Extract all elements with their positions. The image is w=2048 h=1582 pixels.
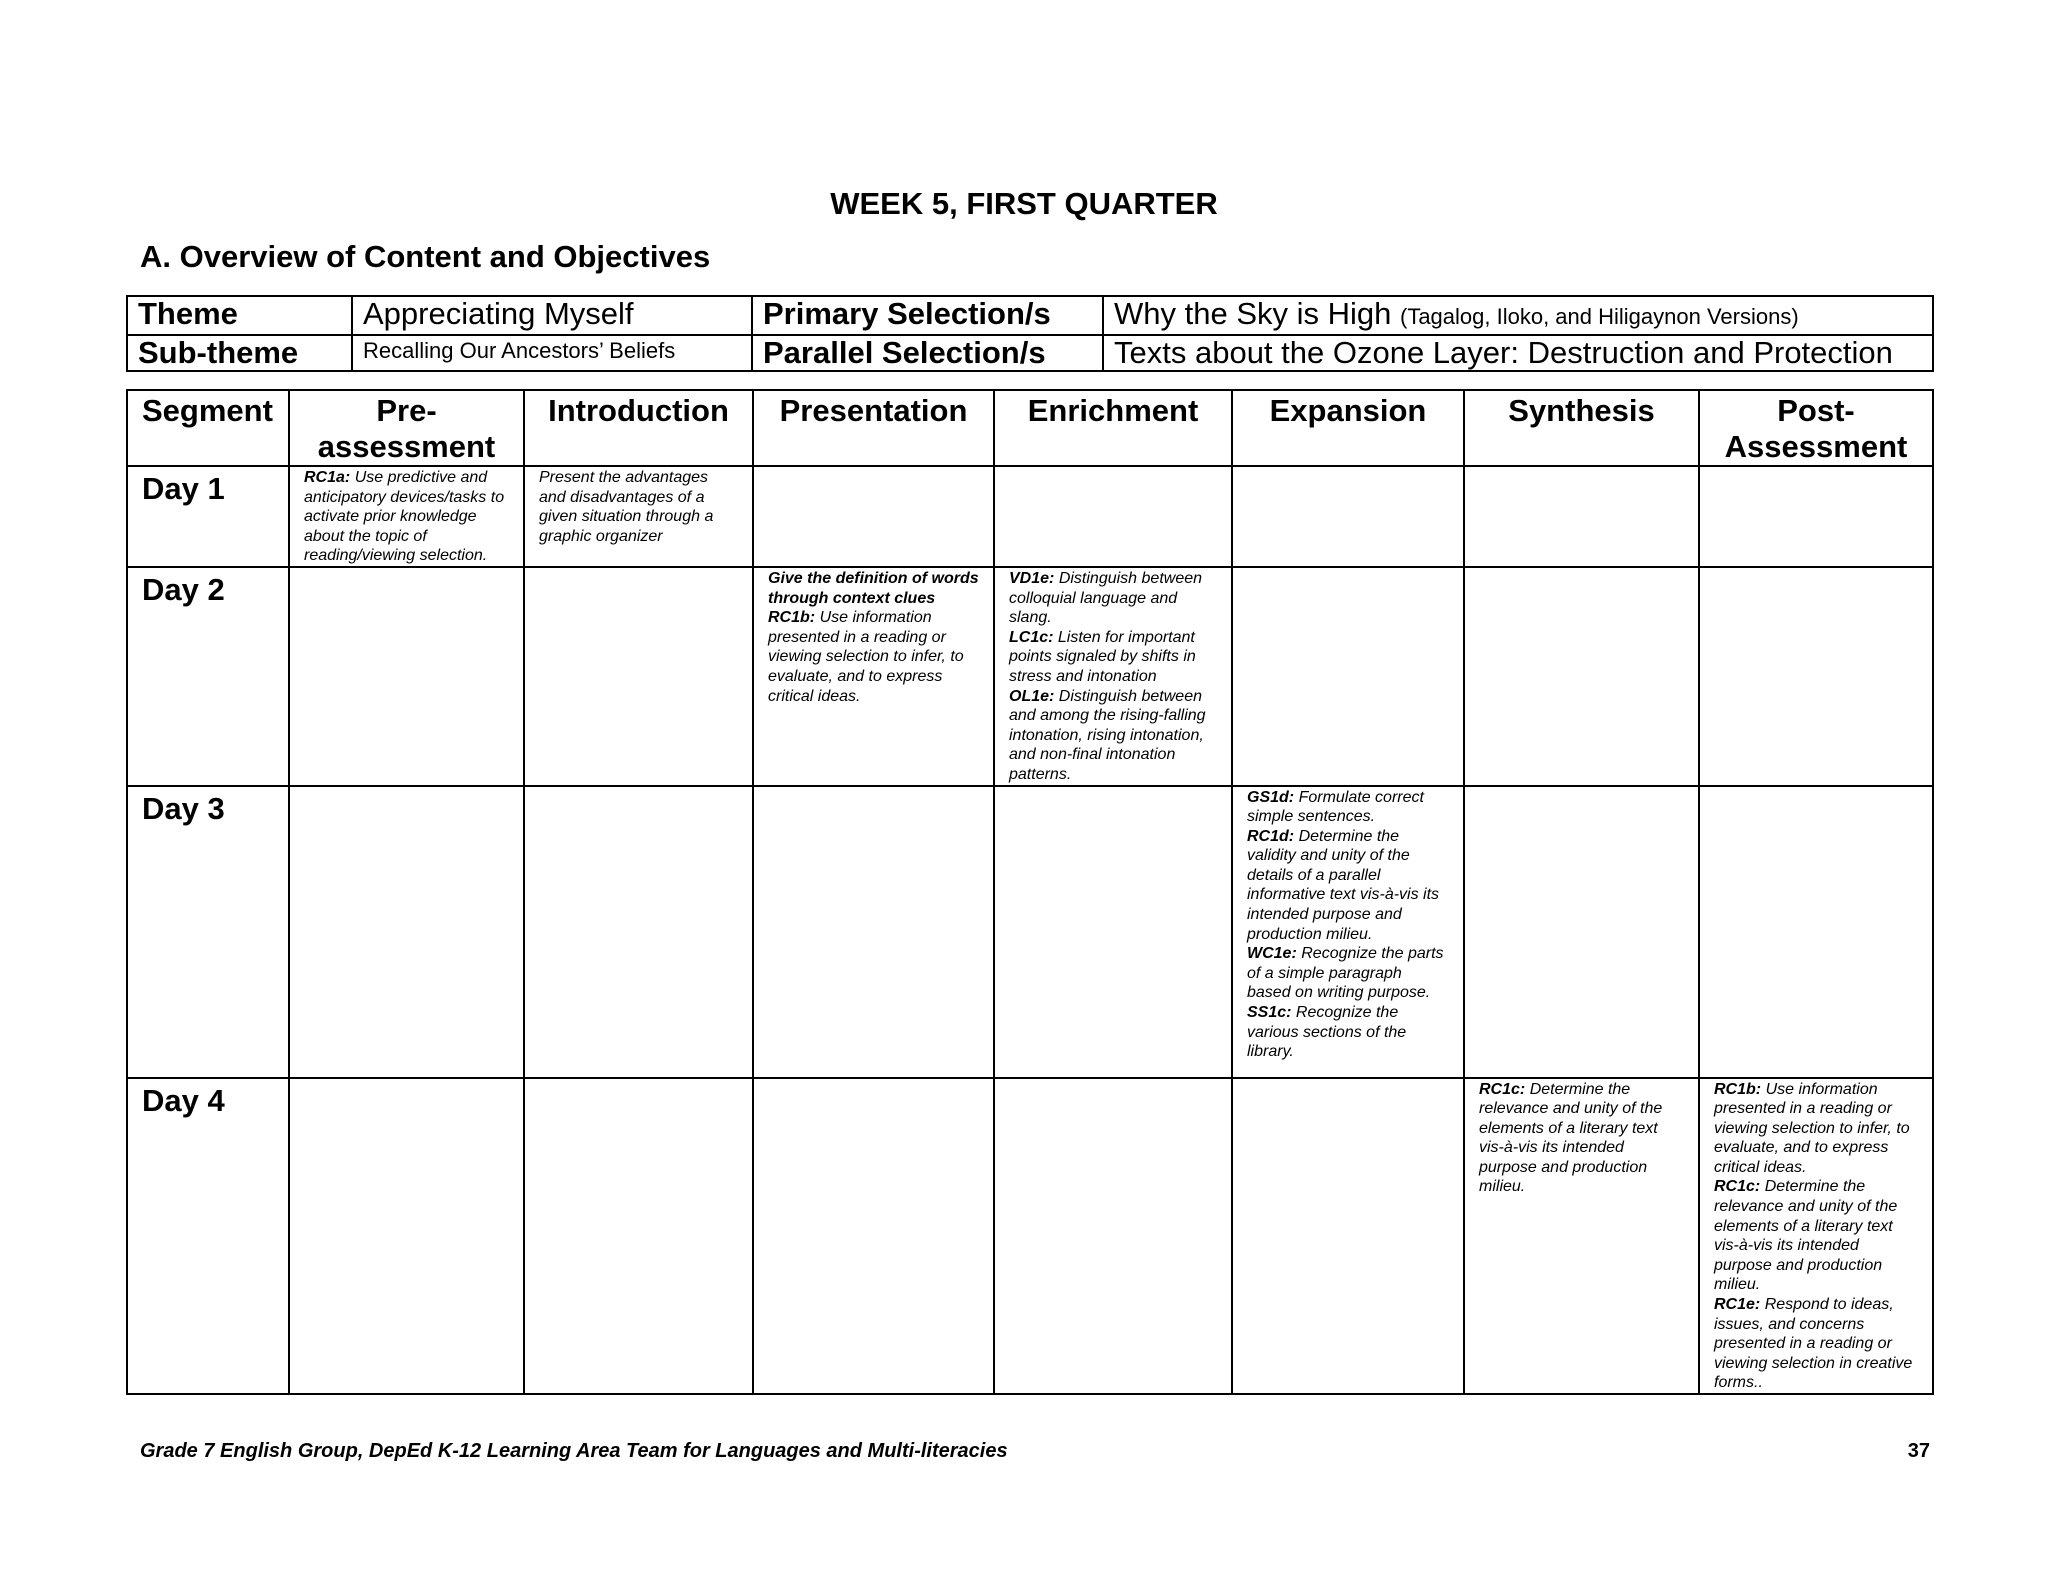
footer-text: Grade 7 English Group, DepEd K-12 Learning Area Team for Languages and Multi-literacies [140, 1440, 1008, 1462]
header-row [127, 390, 1933, 466]
objective-code: RC1c: [1714, 1178, 1761, 1196]
header-pre-assessment: Pre-assessment [289, 390, 524, 466]
day-2-enrichment [994, 567, 1232, 786]
primary-selection-label: Primary Selection/s [752, 296, 1103, 335]
page-number: 37 [1907, 1440, 1930, 1462]
day-3-expansion [1232, 786, 1464, 1078]
day-1-pre-assessment [289, 466, 524, 567]
day-2-post-assessment [1699, 567, 1933, 786]
day-3-row [127, 786, 1933, 1078]
objective-text: Recognize the various sections of the library. [1247, 1004, 1407, 1061]
objective-code: SS1c: [1247, 1004, 1292, 1022]
day-2-presentation [753, 567, 994, 786]
parallel-selection-value: Texts about the Ozone Layer: Destruction and Protection [1103, 335, 1933, 371]
objective-text: Use information presented in a reading or viewing selection to infer, to evaluate, and to express critical ideas. [1714, 1080, 1910, 1176]
header-synthesis: Synthesis [1464, 390, 1699, 466]
day-2-expansion [1232, 567, 1464, 786]
subtheme-row [127, 335, 1933, 371]
header-segment: Segment [127, 390, 289, 466]
theme-label: Theme [127, 296, 352, 335]
primary-selection-value: Why the Sky is High [1114, 296, 1392, 331]
objective-text: Distinguish between colloquial language and slang. [1009, 569, 1203, 627]
day-1-introduction [524, 466, 753, 567]
day-4-synthesis [1464, 1078, 1699, 1395]
day-4-row [127, 1078, 1933, 1395]
day-1-enrichment [994, 466, 1232, 567]
objective-code: VD1e: [1009, 569, 1055, 587]
primary-selection-note: (Tagalog, Iloko, and Hiligaynon Versions) [1400, 304, 1799, 329]
day-4-expansion [1232, 1078, 1464, 1395]
subtheme-label: Sub-theme [127, 335, 352, 371]
day-1-post-assessment [1699, 466, 1933, 567]
objective-code: RC1e: [1714, 1296, 1761, 1314]
objective-code: RC1c: [1479, 1080, 1526, 1098]
primary-selection-cell [1103, 296, 1933, 335]
subtheme-value: Recalling Our Ancestors’ Beliefs [352, 335, 752, 371]
objective-text: Listen for important points signaled by shifts in stress and intonation [1009, 628, 1196, 685]
objective-text: Respond to ideas, issues, and concerns presented in a reading or viewing selection in creative forms.. [1714, 1296, 1913, 1392]
objective-text: Determine the relevance and unity of the elements of a literary text vis-à-vis its intended purpose and production milieu. [1479, 1080, 1663, 1196]
objective-text: Use information presented in a reading or viewing selection to infer, to evaluate, and to express critical ideas. [768, 609, 964, 705]
objective-text: Give the definition of words through context clues [768, 569, 979, 607]
header-presentation: Presentation [753, 390, 994, 466]
day-1-label: Day 1 [127, 466, 289, 567]
day-4-introduction [524, 1078, 753, 1395]
objective-text: Formulate correct simple sentences. [1247, 788, 1424, 826]
day-3-introduction [524, 786, 753, 1078]
header-enrichment: Enrichment [994, 390, 1232, 466]
parallel-selection-label: Parallel Selection/s [752, 335, 1103, 371]
objective-text: Distinguish between and among the rising-falling intonation, rising intonation, and non-final intonation patterns. [1009, 687, 1206, 783]
lesson-plan-table [126, 389, 1934, 1395]
objective-text: Determine the validity and unity of the details of a parallel informative text vis-à-vis its intended purpose and production milieu. [1247, 827, 1440, 943]
objective-code: RC1a: [304, 469, 351, 486]
objective-text: Present the advantages and disadvantages of a given situation through a graphic organizer [539, 469, 714, 545]
objective-text: Recognize the parts of a simple paragraph based on writing purpose. [1247, 945, 1444, 1002]
objective-code: GS1d: [1247, 788, 1295, 806]
day-2-label: Day 2 [127, 567, 289, 786]
day-3-post-assessment [1699, 786, 1933, 1078]
day-3-presentation [753, 786, 994, 1078]
day-1-row [127, 466, 1933, 567]
day-3-label: Day 3 [127, 786, 289, 1078]
theme-value: Appreciating Myself [352, 296, 752, 335]
day-2-row [127, 567, 1933, 786]
day-4-presentation [753, 1078, 994, 1395]
objective-code: OL1e: [1009, 687, 1055, 705]
day-3-synthesis [1464, 786, 1699, 1078]
objective-text: Use predictive and anticipatory devices/tasks to activate prior knowledge about the topic of reading/viewing selection. [304, 469, 505, 565]
day-2-synthesis [1464, 567, 1699, 786]
day-4-label: Day 4 [127, 1078, 289, 1395]
day-4-post-assessment [1699, 1078, 1933, 1395]
day-3-pre-assessment [289, 786, 524, 1078]
day-1-synthesis [1464, 466, 1699, 567]
day-1-expansion [1232, 466, 1464, 567]
objective-code: LC1c: [1009, 628, 1054, 646]
objective-text: Determine the relevance and unity of the elements of a literary text vis-à-vis its intended purpose and production milieu. [1714, 1178, 1898, 1294]
header-expansion: Expansion [1232, 390, 1464, 466]
theme-row [127, 296, 1933, 335]
section-heading: A. Overview of Content and Objectives [140, 239, 711, 274]
day-3-enrichment [994, 786, 1232, 1078]
page-title: WEEK 5, FIRST QUARTER [830, 186, 1218, 221]
overview-table [126, 295, 1934, 372]
objective-code: RC1b: [1714, 1080, 1762, 1098]
day-4-enrichment [994, 1078, 1232, 1395]
day-2-introduction [524, 567, 753, 786]
day-1-presentation [753, 466, 994, 567]
day-2-pre-assessment [289, 567, 524, 786]
page-footer [140, 1440, 1930, 1463]
header-introduction: Introduction [524, 390, 753, 466]
objective-code: RC1d: [1247, 827, 1295, 845]
header-post-assessment: Post-Assessment [1699, 390, 1933, 466]
objective-code: WC1e: [1247, 945, 1297, 963]
day-4-pre-assessment [289, 1078, 524, 1395]
objective-code: RC1b: [768, 609, 816, 627]
